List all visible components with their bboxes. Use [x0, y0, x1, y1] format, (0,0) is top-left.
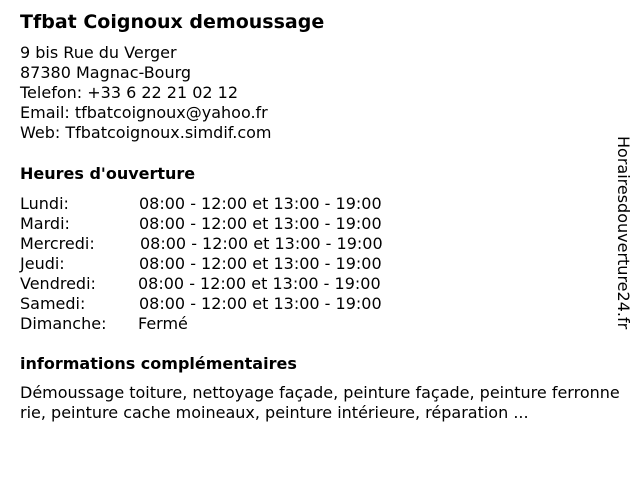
day-hours: 08:00 - 12:00 et 13:00 - 19:00	[139, 194, 382, 213]
day-hours: 08:00 - 12:00 et 13:00 - 19:00	[139, 254, 382, 273]
day-label: Jeudi:	[20, 254, 65, 273]
contact-block	[20, 43, 272, 143]
day-hours: Fermé	[138, 314, 188, 333]
day-hours: 08:00 - 12:00 et 13:00 - 19:00	[140, 234, 383, 253]
hours-row-wednesday	[20, 234, 440, 254]
hours-row-saturday	[20, 294, 440, 314]
day-label: Vendredi:	[20, 274, 96, 293]
info-heading: informations complémentaires	[20, 354, 297, 373]
business-name: Tfbat Coignoux demoussage	[20, 11, 325, 33]
day-label: Mardi:	[20, 214, 70, 233]
phone-line: Telefon: +33 6 22 21 02 12	[20, 83, 239, 102]
hours-row-sunday	[20, 314, 440, 334]
site-watermark: Horairesdouverture24.fr	[614, 136, 633, 330]
day-label: Lundi:	[20, 194, 69, 213]
address-city: 87380 Magnac-Bourg	[20, 63, 192, 82]
hours-row-friday	[20, 274, 440, 294]
email-line: Email: tfbatcoignoux@yahoo.fr	[20, 103, 268, 122]
day-hours: 08:00 - 12:00 et 13:00 - 19:00	[139, 214, 382, 233]
day-hours: 08:00 - 12:00 et 13:00 - 19:00	[139, 294, 382, 313]
day-hours: 08:00 - 12:00 et 13:00 - 19:00	[138, 274, 381, 293]
day-label: Samedi:	[20, 294, 86, 313]
day-label: Mercredi:	[20, 234, 95, 253]
hours-row-tuesday	[20, 214, 440, 234]
address-street: 9 bis Rue du Verger	[20, 43, 177, 62]
opening-hours-table	[20, 194, 440, 334]
hours-heading: Heures d'ouverture	[20, 164, 196, 183]
day-label: Dimanche:	[20, 314, 107, 333]
hours-row-monday	[20, 194, 440, 214]
hours-row-thursday	[20, 254, 440, 274]
web-line: Web: Tfbatcoignoux.simdif.com	[20, 123, 272, 142]
info-description: Démoussage toiture, nettoyage façade, peinture façade, peinture ferronnerie, peinture cache moineaux, peinture intérieure, réparation ...	[20, 383, 620, 422]
